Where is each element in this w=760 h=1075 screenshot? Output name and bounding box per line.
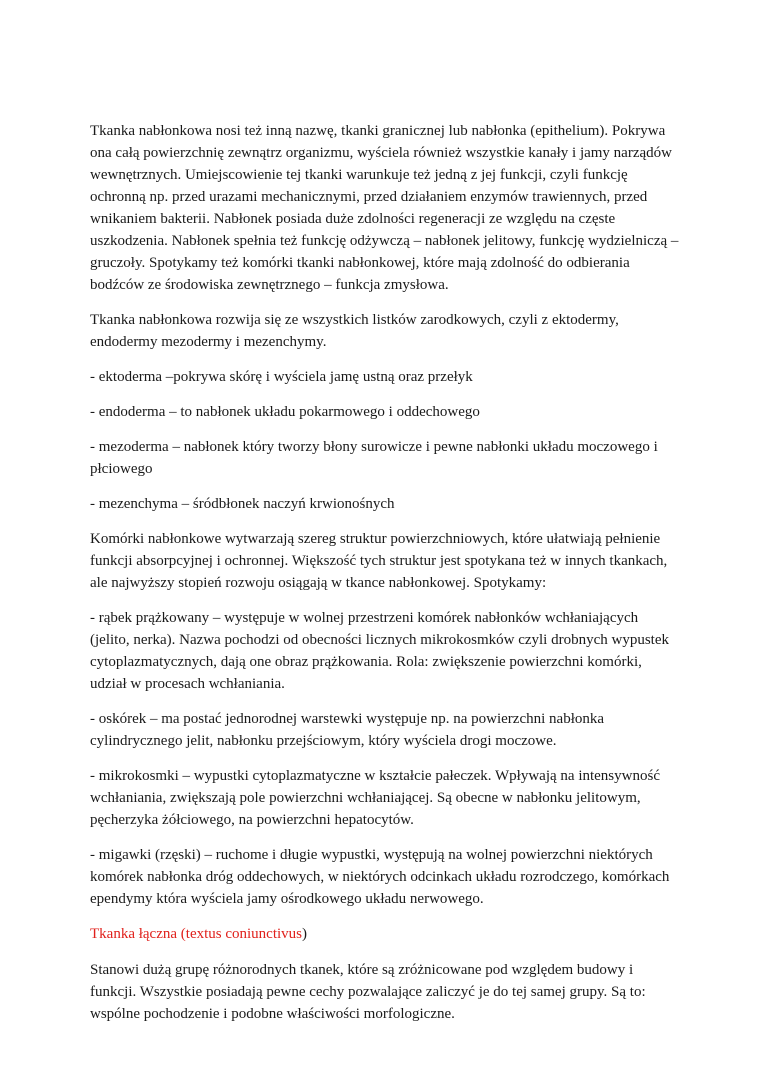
list-item-ektoderma: - ektoderma –pokrywa skórę i wyściela jamę ustną oraz przełyk bbox=[90, 369, 473, 385]
list-item-mezoderma: - mezoderma – nabłonek który tworzy błony surowicze i pewne nabłonki układu moczowego i płciowego bbox=[90, 439, 658, 477]
list-item-rabek: - rąbek prążkowany – występuje w wolnej przestrzeni komórek nabłonków wchłaniających (jelito, nerka). Nazwa pochodzi od obecności licznych mikrokosmków czyli drobnych wypustek cytoplazmatycznych, dają one obraz prążkowania. Rola: zwiększenie powierzchni komórki, udział w procesach wchłaniania. bbox=[90, 610, 670, 692]
section-heading-red: Tkanka łączna (textus coniunctivus bbox=[90, 926, 303, 942]
paragraph-origin: Tkanka nabłonkowa rozwija się ze wszystkich listków zarodkowych, czyli z ektodermy, endodermy mezodermy i mezenchymy. bbox=[90, 312, 619, 350]
list-item-mikrokosmki: - mikrokosmki – wypustki cytoplazmatyczne w kształcie pałeczek. Wpływają na intensywność wchłaniania, zwiększają pole powierzchni wchłaniającej. Są obecne w nabłonku jelitowym, pęcherzyka żółciowego, na powierzchni hepatocytów. bbox=[90, 768, 660, 828]
list-item-endoderma: - endoderma – to nabłonek układu pokarmowego i oddechowego bbox=[90, 404, 480, 420]
section-heading-paren: ) bbox=[302, 926, 308, 942]
paragraph-connective-tissue: Stanowi dużą grupę różnorodnych tkanek, które są zróżnicowane pod względem budowy i funkcji. Wszystkie posiadają pewne cechy pozwalające zaliczyć je do tej samej grupy. Są to: wspólne pochodzenie i podobne właściwości morfologiczne. bbox=[90, 962, 646, 1022]
section-heading bbox=[90, 923, 680, 945]
list-item-mezenchyma: - mezenchyma – śródbłonek naczyń krwionośnych bbox=[90, 496, 395, 512]
paragraph-structures: Komórki nabłonkowe wytwarzają szereg struktur powierzchniowych, które ułatwiają pełnienie funkcji absorpcyjnej i ochronnej. Większość tych struktur jest spotykana też w innych tkankach, ale najwyższy stopień rozwoju osiągają w tkance nabłonkowej. Spotykamy: bbox=[90, 531, 668, 591]
list-item-oskorek: - oskórek – ma postać jednorodnej warstewki występuje np. na powierzchni nabłonka cylindrycznego jelit, nabłonku przejściowym, który wyściela drogi moczowe. bbox=[90, 711, 605, 749]
list-item-migawki: - migawki (rzęski) – ruchome i długie wypustki, występują na wolnej powierzchni niektórych komórek nabłonka dróg oddechowych, w niektórych odcinkach układu rozrodczego, komórkach ependymy która wyściela jamy ośrodkowego układu nerwowego. bbox=[90, 847, 670, 907]
paragraph-intro: Tkanka nabłonkowa nosi też inną nazwę, tkanki granicznej lub nabłonka (epithelium). Pokrywa ona całą powierzchnię zewnątrz organizmu, wyściela również wszystkie kanały i jamy narządów wewnętrznych. Umiejscowienie tej tkanki warunkuje też jedną z jej funkcji, czyli funkcję ochronną np. przed urazami mechanicznymi, przed działaniem enzymów trawiennych, przed wnikaniem bakterii. Nabłonek posiada duże zdolności regeneracji ze względu na częste uszkodzenia. Nabłonek spełnia też funkcję odżywczą – nabłonek jelitowy, funkcję wydzielniczą – gruczoły. Spotykamy też komórki tkanki nabłonkowej, które mają zdolność do odbierania bodźców ze środowiska zewnętrznego – funkcja zmysłowa. bbox=[90, 123, 679, 293]
